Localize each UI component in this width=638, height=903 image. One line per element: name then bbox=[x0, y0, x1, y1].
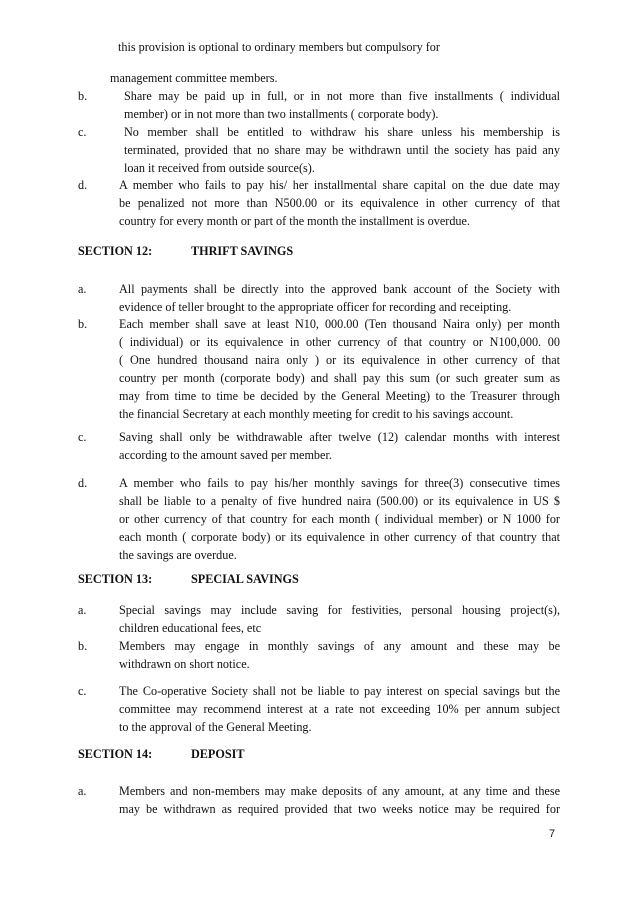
item-text: shall be liable to a penalty of five hundred naira (500.00) or its equivalence in US $ bbox=[119, 494, 560, 508]
section-title: THRIFT SAVINGS bbox=[191, 244, 294, 258]
item-text: the financial Secretary at each monthly meeting for credit to his savings account. bbox=[119, 407, 514, 421]
item-label: b. bbox=[78, 89, 88, 103]
item-text: each month ( corporate body) or its equivalence in other currency of that country that bbox=[119, 530, 560, 544]
item-text: The Co-operative Society shall not be liable to pay interest on special savings but the bbox=[119, 684, 560, 698]
section-number: SECTION 12: bbox=[78, 244, 153, 258]
item-text: evidence of teller brought to the appropriate officer for recording and receipting. bbox=[119, 300, 512, 314]
item-text: ( individual) or its equivalence in other currency of that country or N100,000. 00 bbox=[119, 335, 560, 349]
item-text: loan it received from outside source(s). bbox=[124, 161, 315, 175]
item-text: member) or in not more than two installments ( corporate body). bbox=[124, 107, 439, 121]
item-text: may be withdrawn as required provided that two weeks notice may be required for bbox=[119, 802, 560, 816]
intro-line: management committee members. bbox=[110, 71, 278, 85]
item-text: terminated, provided that no share may be withdrawn until the society has paid any bbox=[124, 143, 560, 157]
item-label: c. bbox=[78, 125, 87, 139]
item-text: No member shall be entitled to withdraw his share unless his membership is bbox=[124, 125, 560, 139]
item-label: d. bbox=[78, 476, 88, 490]
item-label: c. bbox=[78, 684, 87, 698]
item-text: A member who fails to pay his/her monthly savings for three(3) consecutive times bbox=[119, 476, 560, 490]
item-text: Special savings may include saving for festivities, personal housing project(s), bbox=[119, 603, 560, 617]
item-text: ( One hundred thousand naira only ) or its equivalence in other currency of that bbox=[119, 353, 560, 367]
item-label: a. bbox=[78, 603, 87, 617]
item-text: Members may engage in monthly savings of any amount and these may be bbox=[119, 639, 560, 653]
item-label: a. bbox=[78, 784, 87, 798]
item-text: committee may recommend interest at a rate not exceeding 10% per annum subject bbox=[119, 702, 560, 716]
item-text: Members and non-members may make deposits of any amount, at any time and these bbox=[119, 784, 560, 798]
item-label: b. bbox=[78, 639, 88, 653]
item-text: All payments shall be directly into the approved bank account of the Society with bbox=[119, 282, 560, 296]
section-title: DEPOSIT bbox=[191, 747, 245, 761]
section-title: SPECIAL SAVINGS bbox=[191, 572, 299, 586]
item-text: A member who fails to pay his/ her installmental share capital on the due date may bbox=[119, 178, 560, 192]
item-text: withdrawn on short notice. bbox=[119, 657, 250, 671]
item-label: b. bbox=[78, 317, 88, 331]
item-label: c. bbox=[78, 430, 87, 444]
item-text: Share may be paid up in full, or in not more than five installments ( individual bbox=[124, 89, 560, 103]
item-text: Saving shall only be withdrawable after twelve (12) calendar months with interest bbox=[119, 430, 560, 444]
item-text: may from time to time be decided by the General Meeting) to the Treasurer through bbox=[119, 389, 560, 403]
item-text: country for every month or part of the month the installment is overdue. bbox=[119, 214, 470, 228]
page-number: 7 bbox=[549, 828, 556, 840]
item-text: be penalized not more than N500.00 or its equivalence in other currency of that bbox=[119, 196, 560, 210]
section-number: SECTION 13: bbox=[78, 572, 153, 586]
item-text: to the approval of the General Meeting. bbox=[119, 720, 312, 734]
item-text: or other currency of that country for each month ( individual member) or N 1000 for bbox=[119, 512, 560, 526]
item-text: Each member shall save at least N10, 000.00 (Ten thousand Naira only) per month bbox=[119, 317, 560, 331]
item-text: according to the amount saved per member. bbox=[119, 448, 332, 462]
item-label: a. bbox=[78, 282, 87, 296]
intro-line: this provision is optional to ordinary members but compulsory for bbox=[118, 40, 440, 54]
item-text: the savings are overdue. bbox=[119, 548, 237, 562]
item-text: children educational fees, etc bbox=[119, 621, 262, 635]
item-text: country per month (corporate body) and shall pay this sum (or such greater sum as bbox=[119, 371, 560, 385]
section-number: SECTION 14: bbox=[78, 747, 153, 761]
item-label: d. bbox=[78, 178, 88, 192]
